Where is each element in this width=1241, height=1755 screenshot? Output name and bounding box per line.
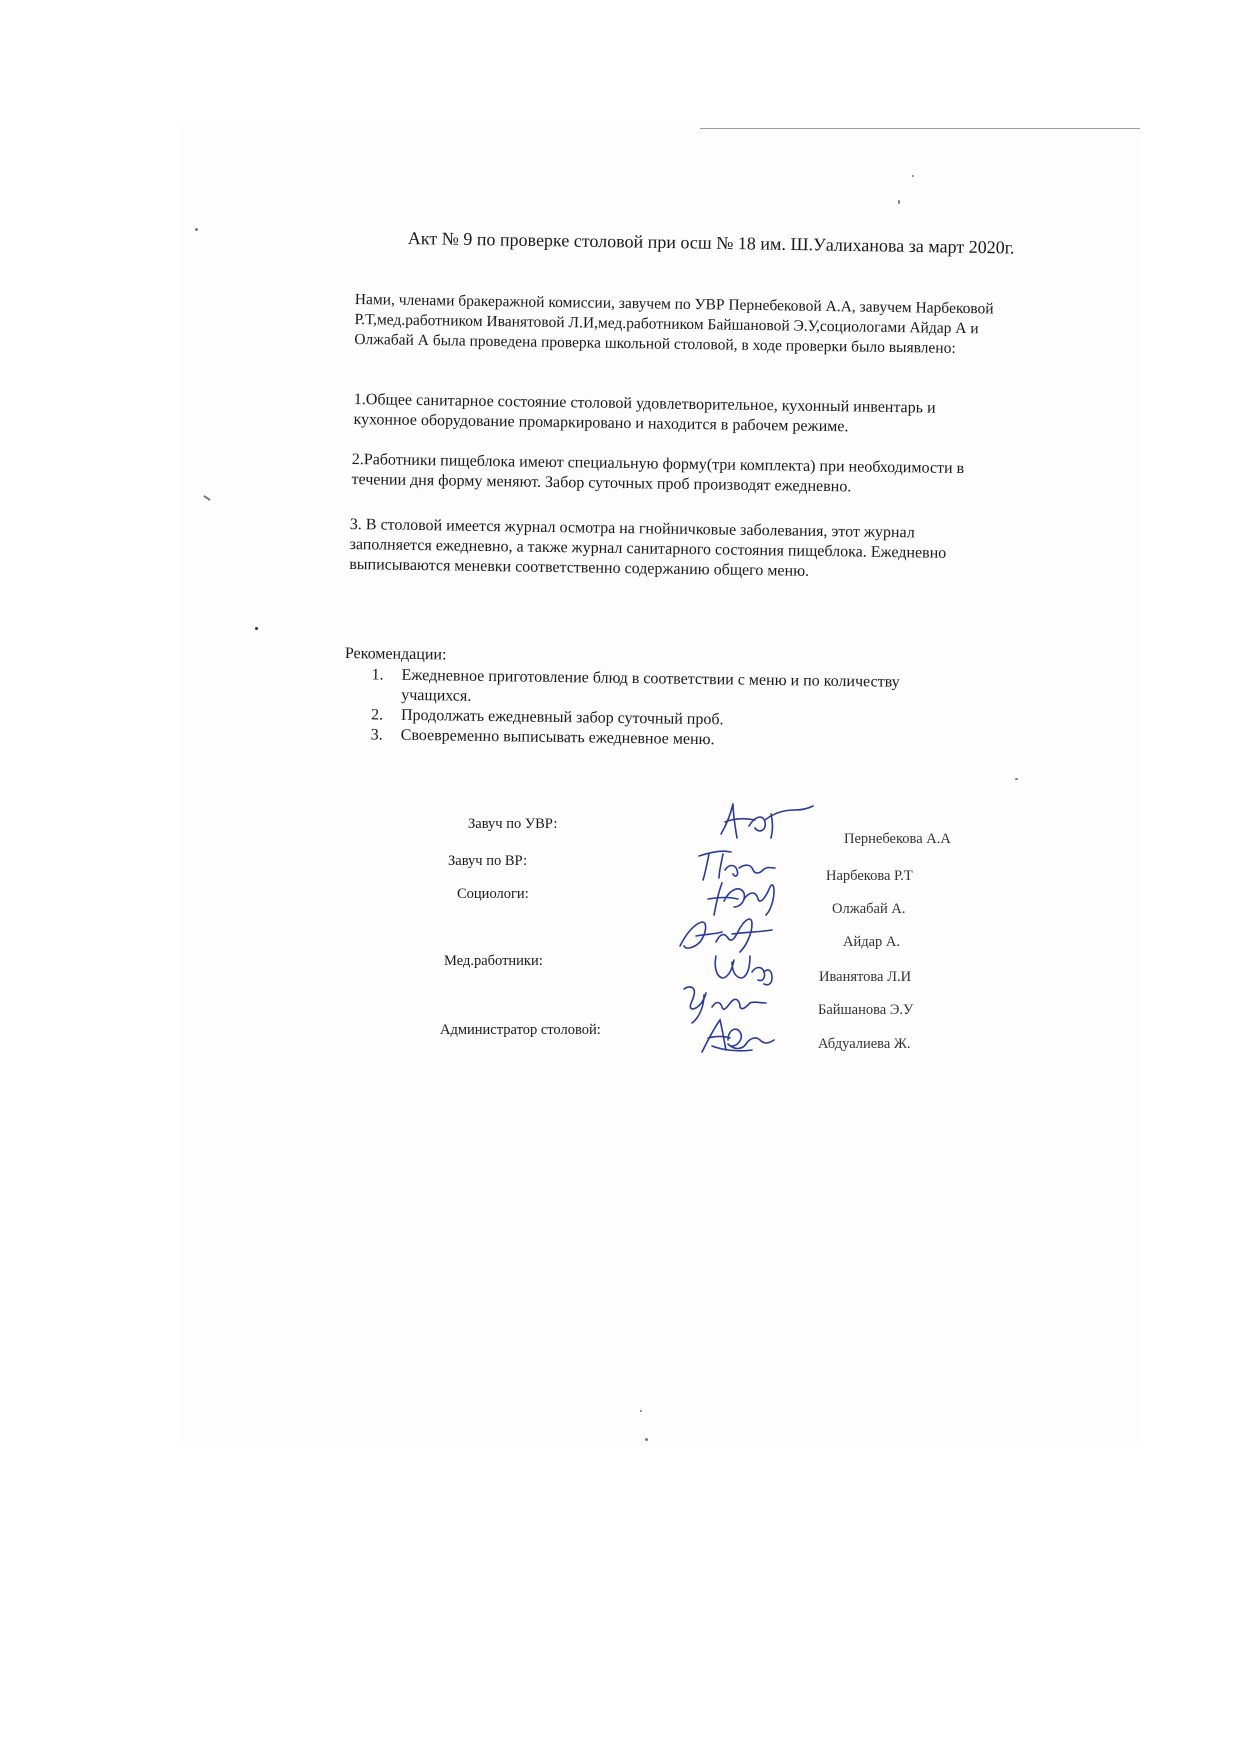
item-text: Продолжать ежедневный забор суточный проб. <box>400 706 724 729</box>
scan-edge-line <box>700 128 1140 129</box>
item-number: 2. <box>370 706 384 724</box>
finding-line: 2.Работники пищеблока имеют специальную форму(три комплекта) при необходимости в <box>351 450 965 478</box>
signer-name: Олжабай А. <box>832 901 906 917</box>
signer-name: Абдуалиева Ж. <box>818 1036 911 1052</box>
intro-paragraph <box>354 290 994 359</box>
recommendations <box>344 645 900 753</box>
finding-line: выписываются меневки соответственно содержанию общего меню. <box>349 555 810 580</box>
scan-speck <box>255 627 258 630</box>
scan-speck <box>1015 778 1018 780</box>
label-medical: Мед.работники: <box>444 953 543 969</box>
scan-speck <box>195 228 198 231</box>
recommendations-heading: Рекомендации: <box>344 645 447 664</box>
finding-line: заполняется ежедневно, а также журнал санитарного состояния пищеблока. Ежедневно <box>349 535 947 562</box>
handwritten-signature <box>698 1016 778 1058</box>
item-text-continued: учащихся. <box>401 686 472 705</box>
label-admin: Администратор столовой: <box>440 1022 601 1038</box>
intro-line: Р.Т,мед.работником Иванятовой Л.И,мед.работником Байшановой Э.У,социологами Айдар А и <box>354 310 979 338</box>
scan-speck <box>912 175 914 177</box>
handwritten-signature <box>715 800 815 842</box>
finding-3 <box>349 515 947 584</box>
item-number: 3. <box>370 726 383 744</box>
scan-speck <box>898 200 900 204</box>
signer-name: Айдар А. <box>843 934 901 950</box>
item-text: Ежедневное приготовление блюд в соответствии с меню и по количеству <box>401 666 900 691</box>
signer-name: Байшанова Э.У <box>818 1002 914 1018</box>
signer-name: Нарбекова Р.Т <box>826 868 913 884</box>
signer-name: Иванятова Л.И <box>819 969 912 985</box>
intro-line: Олжабай А была проведена проверка школьной столовой, в ходе проверки было выявлено: <box>354 330 956 357</box>
finding-line: течении дня форму меняют. Забор суточных проб производят ежедневно. <box>351 470 852 496</box>
scan-speck <box>645 1438 648 1441</box>
signer-name: Пернебекова А.А <box>844 831 951 847</box>
finding-line: кухонное оборудование промаркировано и находится в рабочем режиме. <box>353 410 849 436</box>
recommendations-list <box>344 665 900 753</box>
label-vr: Завуч по ВР: <box>448 853 528 869</box>
item-text: Своевременно выписывать ежедневное меню. <box>400 726 715 749</box>
label-uvr: Завуч по УВР: <box>468 816 558 832</box>
label-sociologists: Социологи: <box>457 886 529 902</box>
document-title: Акт № 9 по проверке столовой при осш № 18 им. Ш.Уалиханова за март 2020г. <box>407 228 1015 258</box>
finding-line: 1.Общее санитарное состояние столовой удовлетворительное, кухонный инвентарь и <box>353 390 936 417</box>
item-number: 1. <box>371 666 384 684</box>
scan-speck <box>640 1410 642 1412</box>
finding-line: 3. В столовой имеется журнал осмотра на гнойничковые заболевания, этот журнал <box>349 515 915 542</box>
intro-line: Нами, членами бракеражной комиссии, завучем по УВР Пернебековой А.А, завучем Нарбековой <box>354 290 994 318</box>
